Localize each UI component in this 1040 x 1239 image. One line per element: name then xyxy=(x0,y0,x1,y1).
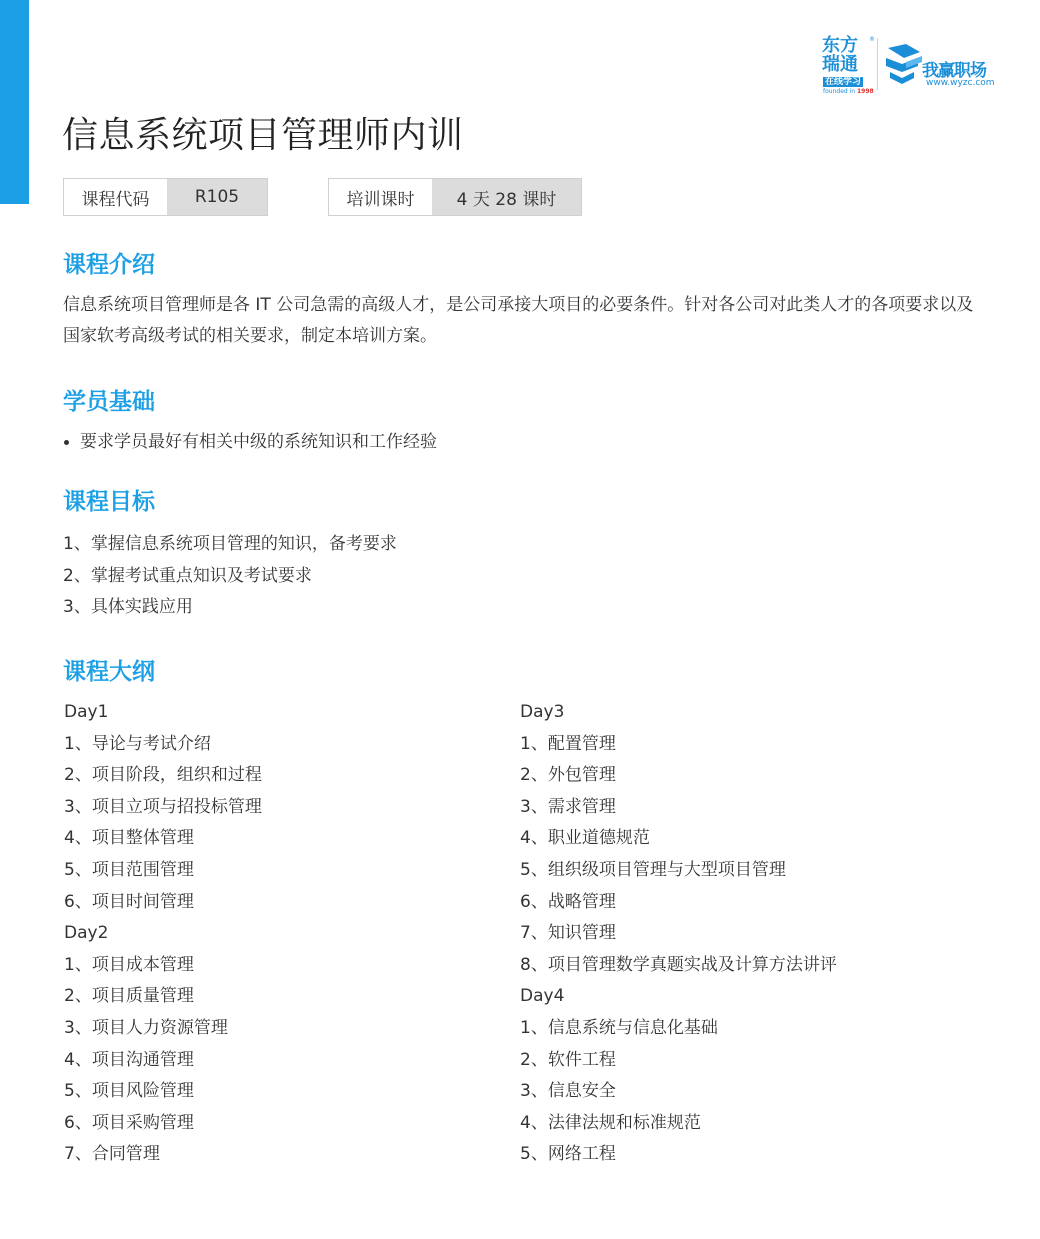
list-item: 1、导论与考试介绍 xyxy=(64,733,211,754)
wyzc-emblem-icon xyxy=(884,42,924,86)
dfrt-logo-line2: 瑞通 xyxy=(822,54,858,75)
list-item: 2、掌握考试重点知识及考试要求 xyxy=(63,565,312,586)
wyzc-url: www.wyzc.com xyxy=(926,78,995,88)
founded-prefix: founded in xyxy=(823,88,857,95)
list-item: 7、合同管理 xyxy=(64,1144,160,1165)
list-item: 3、具体实践应用 xyxy=(63,597,193,618)
training-hours-label: 培训课时 xyxy=(329,179,432,215)
list-item: Day3 xyxy=(520,702,565,722)
list-item: 4、法律法规和标准规范 xyxy=(520,1112,701,1133)
list-item: 1、项目成本管理 xyxy=(64,954,194,975)
course-code-label: 课程代码 xyxy=(64,179,167,215)
list-item: 3、需求管理 xyxy=(520,796,616,817)
goals-heading: 课程目标 xyxy=(63,489,155,515)
wyzc-logo xyxy=(884,42,1004,92)
dfrt-logo-line1: 东方 xyxy=(822,35,858,56)
dfrt-logo xyxy=(822,36,876,96)
training-hours-box xyxy=(328,178,582,216)
intro-text: 信息系统项目管理师是各 IT 公司急需的高级人才，是公司承接大项目的必要条件。针对各公司对此类人才的各项要求以及国家软考高级考试的相关要求，制定本培训方案。 xyxy=(63,295,974,346)
list-item: 6、项目采购管理 xyxy=(64,1112,194,1133)
registered-mark-icon: ® xyxy=(869,36,875,43)
list-item: 3、项目人力资源管理 xyxy=(64,1017,228,1038)
list-item xyxy=(63,427,437,458)
goals-list xyxy=(63,529,397,624)
list-item: Day4 xyxy=(520,986,565,1007)
dfrt-logo-founded xyxy=(823,88,874,95)
list-item: 7、知识管理 xyxy=(520,923,616,944)
list-item: 3、信息安全 xyxy=(520,1081,616,1102)
founded-year: 1998 xyxy=(856,88,874,95)
page-title: 信息系统项目管理师内训 xyxy=(62,115,464,156)
list-item: 1、信息系统与信息化基础 xyxy=(520,1017,718,1038)
list-item: 2、软件工程 xyxy=(520,1049,616,1070)
list-item: 2、项目阶段，组织和过程 xyxy=(64,765,262,786)
list-item: 2、项目质量管理 xyxy=(64,986,194,1007)
list-item: 4、项目沟通管理 xyxy=(64,1049,194,1070)
list-item: 5、网络工程 xyxy=(520,1144,616,1165)
outline-left-column xyxy=(64,697,262,1171)
training-hours-value: 4 天 28 课时 xyxy=(432,179,581,215)
prerequisites-heading: 学员基础 xyxy=(63,389,155,415)
list-item: 4、项目整体管理 xyxy=(64,828,194,849)
accent-bar xyxy=(0,0,29,204)
list-item: Day1 xyxy=(64,702,109,722)
list-item: 6、战略管理 xyxy=(520,891,616,912)
list-item: Day2 xyxy=(64,923,109,944)
bullet-icon xyxy=(64,440,69,445)
outline-heading: 课程大纲 xyxy=(63,659,155,685)
outline-right-column xyxy=(520,697,837,1171)
course-code-value: R105 xyxy=(167,179,267,215)
list-item: 6、项目时间管理 xyxy=(64,891,194,912)
dfrt-logo-sub: 在线学习 xyxy=(825,77,862,87)
list-item: 2、外包管理 xyxy=(520,765,616,786)
course-code-box xyxy=(63,178,268,216)
prerequisite-text: 要求学员最好有相关中级的系统知识和工作经验 xyxy=(80,432,437,452)
list-item: 5、项目范围管理 xyxy=(64,859,194,880)
logo-divider xyxy=(877,38,878,90)
list-item: 4、职业道德规范 xyxy=(520,828,650,849)
list-item: 1、配置管理 xyxy=(520,733,616,754)
list-item: 3、项目立项与招投标管理 xyxy=(64,796,262,817)
wyzc-brand: 我赢职场 xyxy=(922,61,986,81)
list-item: 8、项目管理数学真题实战及计算方法讲评 xyxy=(520,954,837,975)
intro-heading: 课程介绍 xyxy=(63,252,155,278)
list-item: 5、组织级项目管理与大型项目管理 xyxy=(520,859,786,880)
list-item: 5、项目风险管理 xyxy=(64,1081,194,1102)
list-item: 1、掌握信息系统项目管理的知识，备考要求 xyxy=(63,534,397,554)
prerequisites-list xyxy=(63,427,437,458)
